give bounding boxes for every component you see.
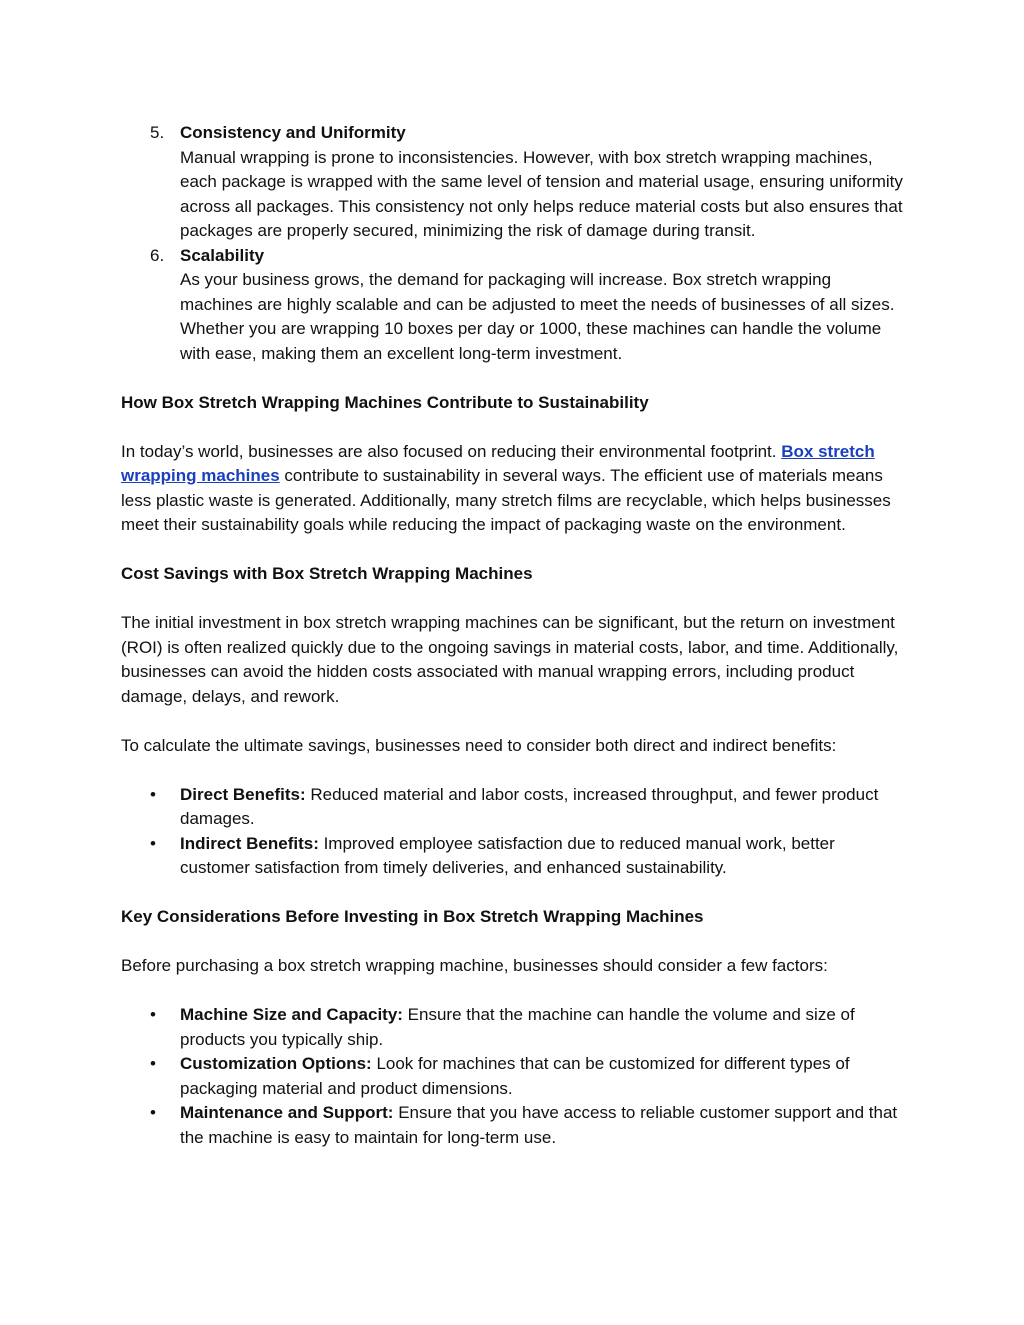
- savings-intro-paragraph: To calculate the ultimate savings, businesses need to consider both direct and indirect benefits:: [121, 735, 837, 755]
- benefits-list: [121, 783, 903, 881]
- sustainability-paragraph: [121, 440, 903, 538]
- list-item: [121, 1052, 903, 1101]
- numbered-list-item-6: [121, 244, 903, 367]
- bullet-text: Ensure that the machine can handle the volume and size of products you typically ship.: [180, 1005, 855, 1049]
- considerations-list: [121, 1003, 903, 1150]
- considerations-heading: Key Considerations Before Investing in Box Stretch Wrapping Machines: [121, 907, 704, 926]
- list-item: [121, 783, 903, 832]
- numbered-list-item-5: [121, 121, 903, 244]
- bullet-text: Reduced material and labor costs, increased throughput, and fewer product damages.: [180, 784, 879, 828]
- bullet-text: Look for machines that can be customized for different types of packaging material and product dimensions.: [180, 1054, 850, 1098]
- list-item-title: Scalability: [180, 245, 265, 265]
- sustainability-text-after-link: contribute to sustainability in several ways. The efficient use of materials means less plastic waste is generated. Additionally, many stretch films are recyclable, which helps businesses meet their sustainability goals while reducing the impact of packaging waste on the environment.: [121, 466, 891, 534]
- bullet-label: Machine Size and Capacity:: [180, 1005, 403, 1024]
- bullet-label: Maintenance and Support:: [180, 1103, 394, 1122]
- bullet-label: Customization Options:: [180, 1054, 372, 1073]
- cost-savings-paragraph: The initial investment in box stretch wrapping machines can be significant, but the return on investment (ROI) is often realized quickly due to the ongoing savings in material costs, labor, and time. Additionally, businesses can avoid the hidden costs associated with manual wrapping errors, including product damage, delays, and rework.: [121, 613, 899, 706]
- bullet-icon: •: [150, 833, 156, 853]
- bullet-label: Indirect Benefits:: [180, 833, 319, 853]
- bullet-icon: •: [150, 1103, 156, 1122]
- document-page: [121, 121, 903, 1150]
- list-item-title: Consistency and Uniformity: [180, 123, 406, 142]
- sustainability-text-before-link: In today’s world, businesses are also focused on reducing their environmental footprint.: [121, 441, 782, 461]
- list-item: [121, 1003, 903, 1052]
- sustainability-heading: How Box Stretch Wrapping Machines Contribute to Sustainability: [121, 392, 649, 412]
- bullet-label: Direct Benefits:: [180, 784, 306, 804]
- list-number: 5.: [150, 123, 165, 142]
- list-number: 6.: [150, 245, 165, 265]
- bullet-icon: •: [150, 1054, 156, 1073]
- bullet-text: Improved employee satisfaction due to reduced manual work, better customer satisfaction from timely deliveries, and enhanced sustainability.: [180, 833, 835, 877]
- bullet-icon: •: [150, 1005, 156, 1024]
- considerations-paragraph: Before purchasing a box stretch wrapping machine, businesses should consider a few factors:: [121, 956, 828, 975]
- list-item-body: Manual wrapping is prone to inconsistencies. However, with box stretch wrapping machines, each package is wrapped with the same level of tension and material usage, ensuring uniformity across all packages. This consistency not only helps reduce material costs but also ensures that packages are properly secured, minimizing the risk of damage during transit.: [180, 147, 903, 240]
- bullet-icon: •: [150, 784, 156, 804]
- list-item-body: As your business grows, the demand for packaging will increase. Box stretch wrapping machines are highly scalable and can be adjusted to meet the needs of businesses of all sizes. Whether you are wrapping 10 boxes per day or 1000, these machines can handle the volume with ease, making them an excellent long-term investment.: [180, 270, 895, 363]
- bullet-text: Ensure that you have access to reliable customer support and that the machine is easy to maintain for long-term use.: [180, 1103, 898, 1147]
- list-item: [121, 832, 903, 881]
- list-item: [121, 1101, 903, 1150]
- cost-savings-heading: Cost Savings with Box Stretch Wrapping Machines: [121, 564, 533, 583]
- box-stretch-wrapping-machines-link[interactable]: Box stretch wrapping machines: [121, 441, 875, 485]
